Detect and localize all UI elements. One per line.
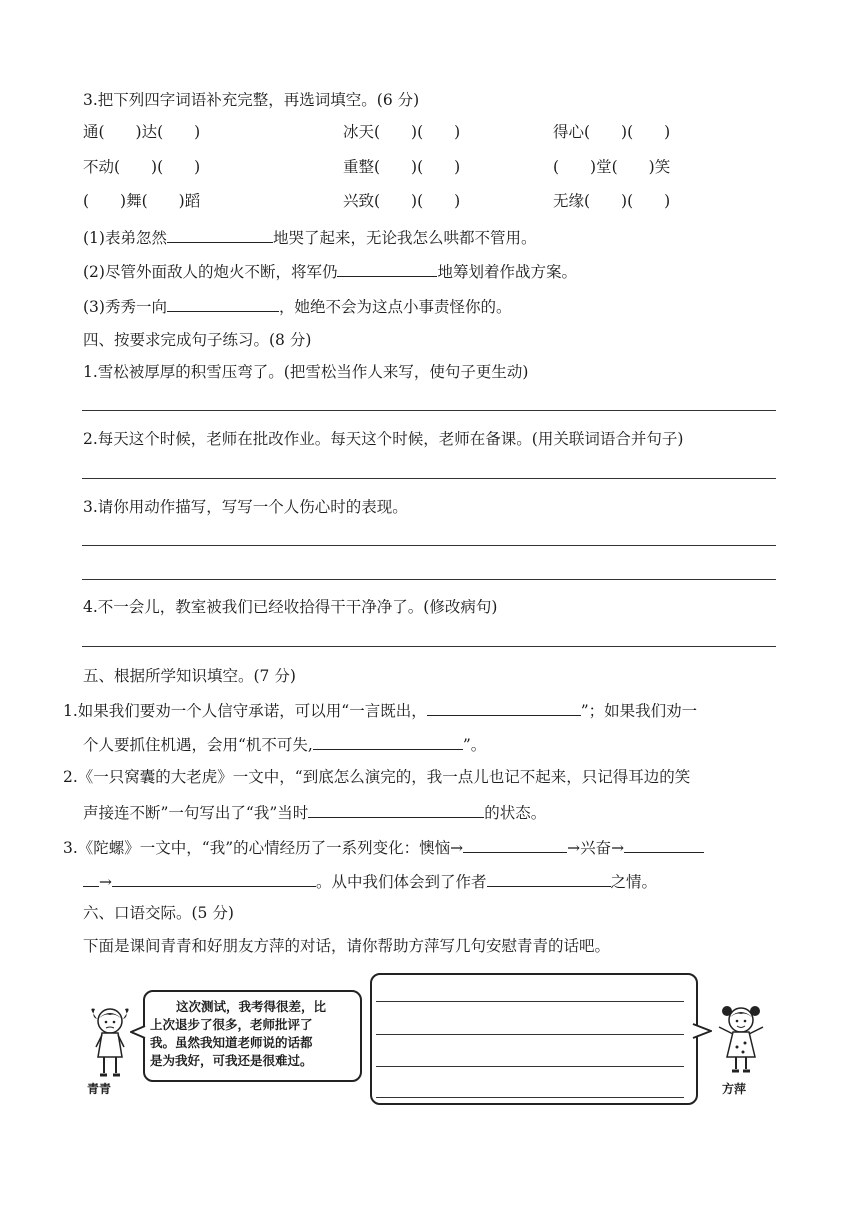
- answer-blank[interactable]: [624, 836, 704, 853]
- section-3-title: 3.把下列四字词语补充完整，再选词填空。(6 分): [83, 91, 420, 109]
- speech-bubble-tail: [130, 1024, 146, 1040]
- section-6-title: 六、口语交际。(5 分): [83, 904, 234, 922]
- answer-blank[interactable]: [427, 699, 581, 716]
- idiom-cell: 不动( )( ): [83, 158, 201, 176]
- answer-line[interactable]: [376, 1097, 684, 1098]
- section-4-title: 四、按要求完成句子练习。(8 分): [83, 331, 312, 349]
- sentence-question-2: 2.每天这个时候，老师在批改作业。每天这个时候，老师在备课。(用关联词语合并句子): [83, 430, 684, 448]
- answer-blank[interactable]: [112, 870, 316, 887]
- answer-blank[interactable]: [308, 801, 484, 818]
- question-text: 3.《陀螺》一文中，“我”的心情经历了一系列变化：懊恼→: [63, 839, 464, 857]
- idiom-cell: 重整( )( ): [343, 158, 461, 176]
- fill-question-3: [83, 295, 511, 317]
- question-text: 地筹划着作战方案。: [437, 263, 577, 281]
- answer-blank[interactable]: [313, 733, 463, 750]
- question-text: 个人要抓住机遇，会用“机不可失,: [83, 736, 313, 754]
- right-character-name: 方萍: [722, 1082, 747, 1096]
- answer-blank[interactable]: [463, 836, 567, 853]
- question-text: ”；如果我们劝一: [580, 702, 698, 720]
- idiom-cell: 得心( )( ): [553, 123, 671, 141]
- sentence-question-3: 3.请你用动作描写，写写一个人伤心时的表现。: [83, 498, 408, 516]
- question-text: →: [99, 873, 112, 891]
- idiom-cell: 冰天( )( ): [343, 123, 461, 141]
- knowledge-question-3: [63, 836, 704, 858]
- answer-line[interactable]: [82, 646, 776, 647]
- answer-line[interactable]: [376, 1066, 684, 1067]
- girl-fangping-figure: [713, 1003, 769, 1075]
- question-text: ”。: [462, 736, 487, 754]
- fill-question-2: [83, 260, 577, 282]
- knowledge-question-2: 2.《一只窝囊的大老虎》一文中，“到底怎么演完的，我一点儿也记不起来，只记得耳边的笑: [63, 768, 691, 786]
- idiom-cell: ( )堂( )笑: [553, 158, 671, 176]
- idiom-cell: ( )舞( )蹈: [83, 192, 201, 210]
- question-text: 。从中我们体会到了作者: [316, 873, 487, 891]
- girl-qingqing-figure: [85, 1005, 135, 1081]
- knowledge-question-3-cont: [83, 870, 657, 892]
- question-text: 的状态。: [484, 804, 547, 822]
- answer-line[interactable]: [82, 410, 776, 411]
- sentence-question-4: 4.不一会儿，教室被我们已经收拾得干干净净了。(修改病句): [83, 598, 498, 616]
- oral-intro: 下面是课间青青和好朋友方萍的对话，请你帮助方萍写几句安慰青青的话吧。: [83, 937, 611, 955]
- idiom-cell: 通( )达( ): [83, 123, 201, 141]
- question-text: 1.如果我们要劝一个人信守承诺，可以用“一言既出，: [63, 702, 427, 720]
- answer-line[interactable]: [82, 579, 776, 580]
- answer-blank[interactable]: [167, 295, 279, 312]
- answer-blank[interactable]: [83, 870, 99, 887]
- sentence-question-1: 1.雪松被厚厚的积雪压弯了。(把雪松当作人来写，使句子更生动): [83, 363, 529, 381]
- section-5-title: 五、根据所学知识填空。(7 分): [83, 667, 296, 685]
- answer-blank[interactable]: [337, 260, 437, 277]
- question-text: (1)表弟忽然: [83, 229, 167, 247]
- question-text: (3)秀秀一向: [83, 298, 167, 316]
- answer-bubble: [370, 973, 698, 1105]
- answer-line[interactable]: [82, 545, 776, 546]
- question-text: 之情。: [610, 873, 658, 891]
- bubble-line: 这次测试，我考得很差，比: [176, 999, 327, 1014]
- knowledge-question-1: [63, 699, 697, 721]
- bubble-line: 我。虽然我知道老师说的话都: [150, 1035, 313, 1050]
- answer-bubble-tail: [692, 1022, 712, 1040]
- question-text: →兴奋→: [567, 839, 625, 857]
- left-character-name: 青青: [87, 1082, 112, 1096]
- knowledge-question-2-cont: [83, 801, 546, 823]
- idiom-cell: 兴致( )( ): [343, 192, 461, 210]
- question-text: (2)尽管外面敌人的炮火不断，将军仍: [83, 263, 338, 281]
- answer-blank[interactable]: [487, 870, 611, 887]
- answer-blank[interactable]: [167, 226, 273, 243]
- answer-line[interactable]: [376, 1034, 684, 1035]
- knowledge-question-1-cont: [83, 733, 486, 755]
- question-text: 声接连不断”一句写出了“我”当时: [83, 804, 309, 822]
- bubble-line: 是为我好，可我还是很难过。: [150, 1053, 313, 1068]
- question-text: ，她绝不会为这点小事责怪你的。: [278, 298, 512, 316]
- question-text: 地哭了起来，无论我怎么哄都不管用。: [272, 229, 537, 247]
- answer-line[interactable]: [82, 478, 776, 479]
- idiom-cell: 无缘( )( ): [553, 192, 671, 210]
- fill-question-1: [83, 226, 536, 248]
- answer-line[interactable]: [376, 1001, 684, 1002]
- bubble-line: 上次退步了很多，老师批评了: [150, 1017, 313, 1032]
